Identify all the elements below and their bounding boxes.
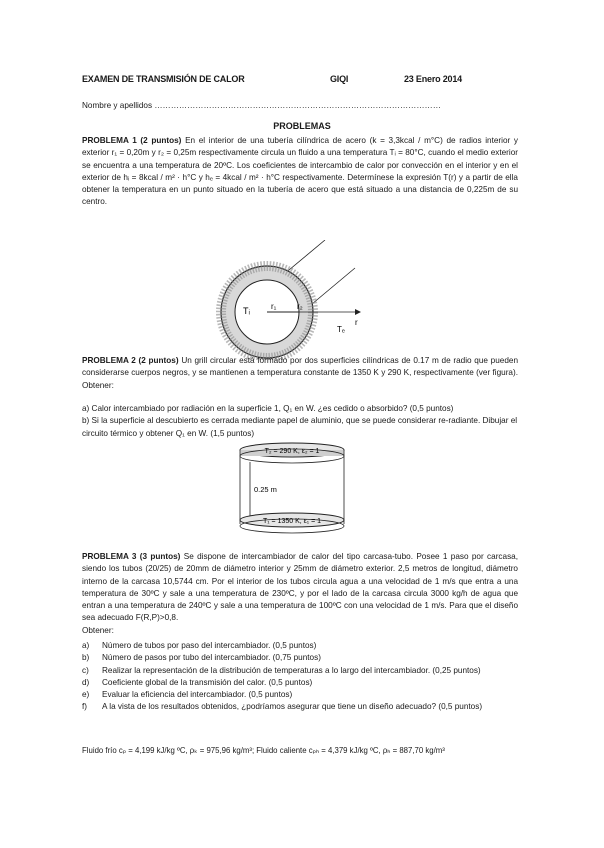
fluid-properties: Fluido frío cₚ = 4,199 kJ/kg ºC, ρₖ = 975,96 kg/m³; Fluido caliente cₚₕ = 4,379 kJ/kg ºC, ρₕ = 887,70 kg/m³: [82, 746, 445, 755]
r1-label: r₁: [271, 302, 277, 311]
problem-3-item: [82, 677, 518, 689]
grill-top-label: T₂ = 290 K, ε₂ = 1: [264, 448, 320, 455]
problem-3-heading: PROBLEMA 3 (3 puntos): [82, 552, 181, 561]
problem-2-intro: Un grill circular está formado por dos superficies cilíndricas de 0.17 m de radio que pueden considerarse cuerpos negros, y se mantienen a temperatura constante de 1350 K y 290 K, respectivamente (ver figura). Obtener:: [82, 356, 519, 390]
item-text: Realizar la representación de la distribución de temperaturas a lo largo del intercambiador. (0,25 puntos): [102, 665, 481, 675]
r-label: r: [355, 318, 358, 327]
problem-2-item-b: b) Si la superficie al descubierto es cerrada mediante papel de aluminio, que se puede considerar re-radiante. Dibujar el circuito térmico y obtener Q₁ en W. (1,5 puntos): [82, 416, 518, 438]
exam-title: EXAMEN DE TRANSMISIÓN DE CALOR: [82, 74, 245, 84]
problem-2: [82, 355, 518, 392]
item-letter: d): [82, 677, 90, 687]
problem-3-item: [82, 701, 518, 713]
item-text: Número de pasos por tubo del intercambiador. (0,75 puntos): [102, 653, 321, 663]
problem-3-text: Se dispone de intercambiador de calor del tipo carcasa-tubo. Posee 1 paso por carcasa, siendo los tubos (20/25) de 20mm de diámetro interior y 25mm de diámetro exterior. 2,5 metros de longitud, diámetro interno de la carcasa 10,5744 cm. Por el interior de los tubos circula agua a una velocidad de 1 m/s que entra a una temperatura de 30ºC y sale a una temperatura de 230ºC, y por el lado de la carcasa circula 3000 kg/h de agua que entran a una temperatura de 240ºC y sale a una temperatura de 100ºC con una velocidad de 1 m/s. Para que el diseño sea adecuado F(R,P)>0,8.: [82, 552, 518, 623]
r2-label: r₂: [297, 302, 303, 311]
problem-1: [82, 135, 518, 209]
exam-date: 23 Enero 2014: [404, 74, 462, 84]
problem-3-item: [82, 640, 518, 652]
radius-arrow-head: [355, 309, 361, 315]
item-letter: c): [82, 665, 89, 675]
item-text: Coeficiente global de la transmisión del calor. (0,5 puntos): [102, 677, 313, 687]
item-letter: f): [82, 702, 88, 712]
te-label: Tₑ: [337, 325, 345, 334]
item-letter: a): [82, 641, 90, 650]
problem-2-items: [82, 403, 518, 440]
grill-height-label: 0.25 m: [254, 485, 277, 494]
problem-3: [82, 551, 518, 637]
item-letter: b): [82, 653, 90, 663]
problem-2-item-a: a) Calor intercambiado por radiación en la superficie 1, Q₁ en W. ¿es cedido o absorbido? (0,5 puntos): [82, 404, 454, 413]
item-text: Número de tubos por paso del intercambiador. (0,5 puntos): [102, 641, 317, 650]
problem-2-heading: PROBLEMA 2 (2 puntos): [82, 356, 179, 365]
problem-3-item: [82, 689, 518, 701]
problem-3-items: [82, 640, 518, 714]
item-text: Evaluar la eficiencia del intercambiador. (0,5 puntos): [102, 690, 293, 700]
name-field-line: Nombre y apellidos ……………………………………………………………………………………………: [82, 101, 441, 110]
problem-1-text: En el interior de una tubería cilíndrica de acero (k = 3,3kcal / m°C) de radios interior y exterior r₁ = 0,20m y r₂ = 0,25m respectivamente circula un fluido a una temperatura Tᵢ = 80°C, cuando el medio exterior se encuentra a una temperatura de 20ºC. Los coeficientes de intercambio de calor por convección en el interior y en el exterior de hᵢ = 8kcal / m² · h°C y hₑ = 4kcal / m² · h°C respectivamente. Determínese la expresión T(r) y a partir de ella obtener la temperatura en un punto situado en la tubería de acero que está situado a una distancia de 0,225m de su centro.: [82, 136, 518, 207]
item-letter: e): [82, 690, 90, 700]
grill-bottom-label: T₁ = 1350 K, ε₁ = 1: [262, 518, 322, 525]
pipe-figure: [205, 240, 365, 360]
problem-3-item: [82, 665, 518, 677]
degree-code: GIQI: [330, 74, 349, 84]
problem-3-obtain: Obtener:: [82, 625, 114, 635]
item-text: A la vista de los resultados obtenidos, ¿podríamos asegurar que tiene un diseño adecuado? (0,5 puntos): [102, 702, 483, 712]
grill-figure: [230, 440, 360, 540]
problem-3-item: [82, 652, 518, 664]
section-title: PROBLEMAS: [273, 121, 331, 131]
problem-1-heading: PROBLEMA 1 (2 puntos): [82, 136, 182, 145]
ti-label: Tᵢ: [243, 306, 250, 316]
